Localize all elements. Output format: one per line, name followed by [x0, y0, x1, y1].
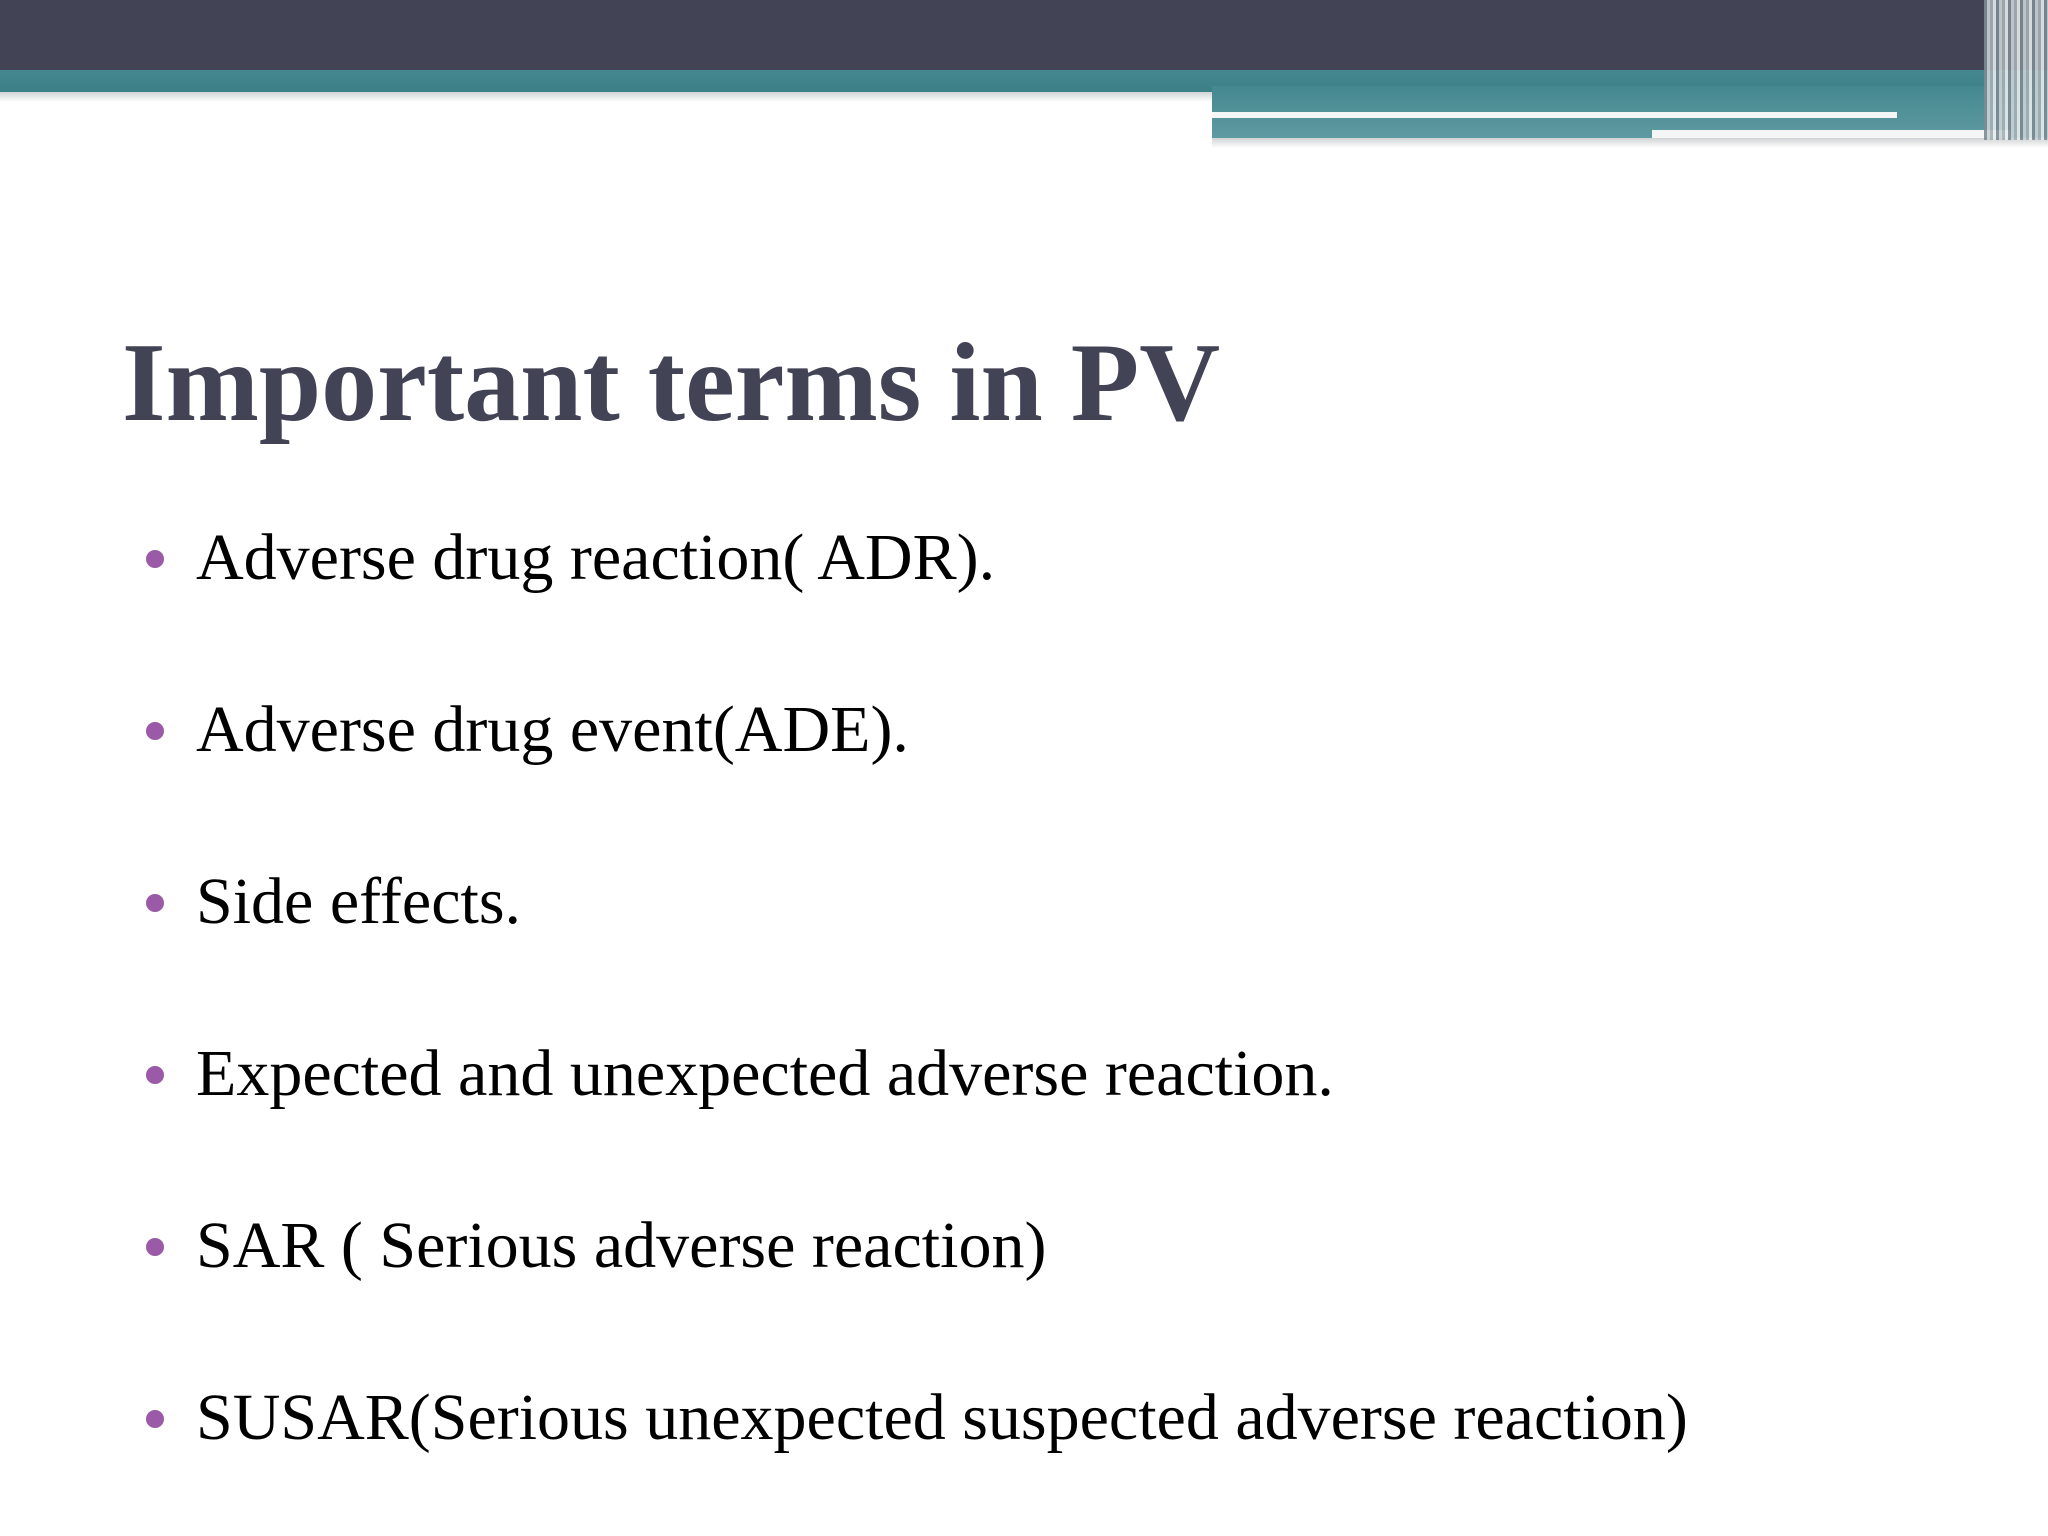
bullet-icon: [146, 550, 164, 568]
bullet-icon: [146, 1238, 164, 1256]
bullet-icon: [146, 894, 164, 912]
bullet-text: Side effects.: [196, 865, 522, 938]
bullet-text: Adverse drug reaction( ADR).: [196, 521, 996, 594]
bullet-text: SUSAR(Serious unexpected suspected adverse reaction): [196, 1381, 1688, 1454]
bullet-text: SAR ( Serious adverse reaction): [196, 1209, 1047, 1282]
bullet-icon: [146, 722, 164, 740]
header-dark-bar: [0, 0, 2048, 70]
bullet-text: Expected and unexpected adverse reaction.: [196, 1037, 1334, 1110]
bullet-icon: [146, 1066, 164, 1084]
bullet-icon: [146, 1410, 164, 1428]
decorative-line: [1652, 130, 2010, 138]
bullet-text: Adverse drug event(ADE).: [196, 693, 909, 766]
header-extension-shadow: [1212, 138, 2048, 148]
decorative-line: [1212, 112, 1897, 118]
slide-title: Important terms in PV: [122, 321, 1221, 445]
decorative-stripes: [1984, 0, 2048, 140]
